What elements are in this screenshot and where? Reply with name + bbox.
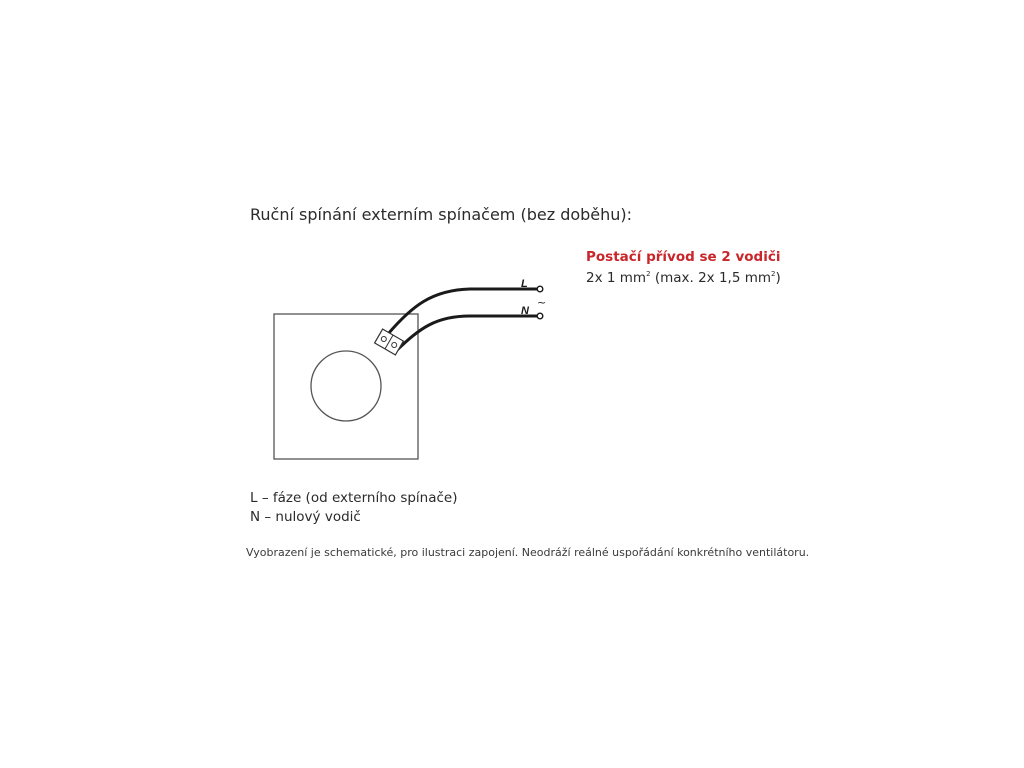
label-n: N: [521, 305, 529, 317]
terminal-n: [537, 313, 543, 319]
wire-n: [396, 316, 538, 351]
cable-spec-sup1: 2: [646, 270, 651, 278]
wiring-headline: Postačí přívod se 2 vodiči: [586, 249, 781, 265]
cable-spec-middle: (max. 2x 1,5 mm: [650, 270, 772, 286]
footnote: Vyobrazení je schematické, pro ilustraci zapojení. Neodráží reálné uspořádání konkrétního ventilátoru.: [246, 546, 810, 559]
cable-spec-suffix: ): [775, 270, 781, 286]
cable-spec-sup2: 2: [771, 270, 776, 278]
legend: [250, 489, 458, 527]
terminal-l: [537, 286, 543, 292]
diagram-title: Ruční spínání externím spínačem (bez doběhu):: [250, 205, 633, 224]
fan-housing: [274, 314, 418, 459]
ac-symbol: ~: [537, 296, 547, 309]
legend-n: N – nulový vodič: [250, 509, 361, 525]
terminal-block: [375, 329, 404, 355]
wire-l: [388, 289, 538, 334]
label-l: L: [521, 278, 528, 290]
legend-l: L – fáze (od externího spínače): [250, 490, 458, 506]
cable-spec-prefix: 2x 1 mm: [586, 270, 647, 286]
fan-opening: [311, 351, 381, 421]
